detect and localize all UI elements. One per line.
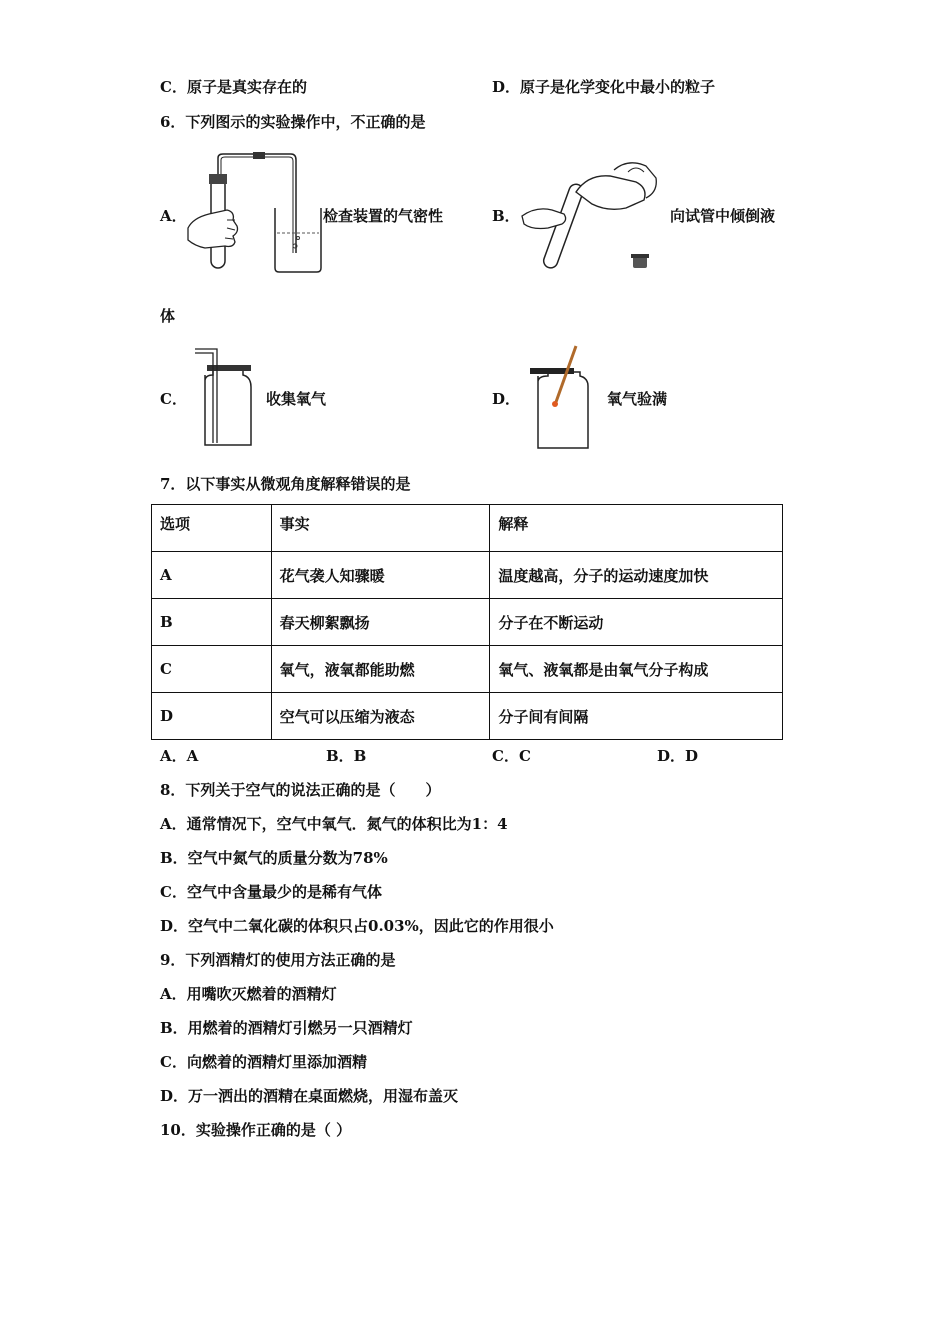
q8-option-a: A．通常情况下，空气中氧气．氮气的体积比为1：4 bbox=[160, 815, 508, 833]
q6-option-b-text: 向试管中倾倒液 bbox=[670, 207, 776, 225]
row-option: A bbox=[152, 552, 272, 599]
collect-oxygen-illustration bbox=[193, 345, 263, 449]
q7-option-c: C．C bbox=[492, 747, 531, 765]
q6-option-c-label: C． bbox=[160, 390, 187, 408]
q8-option-c: C．空气中含量最少的是稀有气体 bbox=[160, 883, 382, 901]
q6-stem: 6．下列图示的实验操作中，不正确的是 bbox=[160, 113, 426, 131]
table-row bbox=[152, 646, 783, 693]
row-fact: 春天柳絮飘扬 bbox=[271, 599, 490, 646]
row-explanation: 分子在不断运动 bbox=[490, 599, 783, 646]
table-row bbox=[152, 599, 783, 646]
table-row bbox=[152, 693, 783, 740]
q6-option-d-label: D． bbox=[492, 390, 521, 408]
q6-option-a-text: 检查装置的气密性 bbox=[323, 207, 444, 225]
q8-stem: 8．下列关于空气的说法正确的是（ ） bbox=[160, 781, 441, 799]
q9-stem: 9．下列酒精灯的使用方法正确的是 bbox=[160, 951, 396, 969]
table-header-row bbox=[152, 505, 783, 552]
q9-option-b: B．用燃着的酒精灯引燃另一只酒精灯 bbox=[160, 1019, 413, 1037]
table-row bbox=[152, 552, 783, 599]
q8-option-b: B．空气中氮气的质量分数为78% bbox=[160, 849, 388, 867]
oxygen-full-check-illustration bbox=[528, 344, 590, 450]
q5-option-d: D．原子是化学变化中最小的粒子 bbox=[492, 78, 716, 96]
q9-option-c: C．向燃着的酒精灯里添加酒精 bbox=[160, 1053, 367, 1071]
q6-option-b-label: B． bbox=[492, 207, 520, 225]
header-option: 选项 bbox=[152, 505, 272, 552]
q5-option-c: C．原子是真实存在的 bbox=[160, 78, 307, 96]
header-explanation: 解释 bbox=[490, 505, 783, 552]
q7-option-a: A．A bbox=[160, 747, 199, 765]
pour-liquid-illustration bbox=[518, 152, 663, 274]
row-explanation: 分子间有间隔 bbox=[490, 693, 783, 740]
q6-option-a-label: A． bbox=[160, 207, 187, 225]
q10-stem: 10．实验操作正确的是（ ） bbox=[160, 1121, 352, 1139]
q6-option-b-text-continued: 体 bbox=[160, 307, 176, 325]
q6-option-c-text: 收集氧气 bbox=[266, 390, 327, 408]
header-fact: 事实 bbox=[271, 505, 490, 552]
q7-table bbox=[151, 504, 783, 740]
q8-option-d: D．空气中二氧化碳的体积只占0.03%，因此它的作用很小 bbox=[160, 917, 554, 935]
airtightness-check-illustration bbox=[183, 148, 323, 276]
row-explanation: 氧气、液氧都是由氧气分子构成 bbox=[490, 646, 783, 693]
row-option: B bbox=[152, 599, 272, 646]
row-option: C bbox=[152, 646, 272, 693]
q6-option-d-text: 氧气验满 bbox=[607, 390, 668, 408]
row-option: D bbox=[152, 693, 272, 740]
q9-option-a: A．用嘴吹灭燃着的酒精灯 bbox=[160, 985, 337, 1003]
row-explanation: 温度越高，分子的运动速度加快 bbox=[490, 552, 783, 599]
row-fact: 空气可以压缩为液态 bbox=[271, 693, 490, 740]
row-fact: 氧气，液氧都能助燃 bbox=[271, 646, 490, 693]
q7-option-d: D．D bbox=[657, 747, 699, 765]
q7-stem: 7．以下事实从微观角度解释错误的是 bbox=[160, 475, 411, 493]
q9-option-d: D．万一洒出的酒精在桌面燃烧，用湿布盖灭 bbox=[160, 1087, 459, 1105]
q7-option-b: B．B bbox=[326, 747, 367, 765]
row-fact: 花气袭人知骤暖 bbox=[271, 552, 490, 599]
